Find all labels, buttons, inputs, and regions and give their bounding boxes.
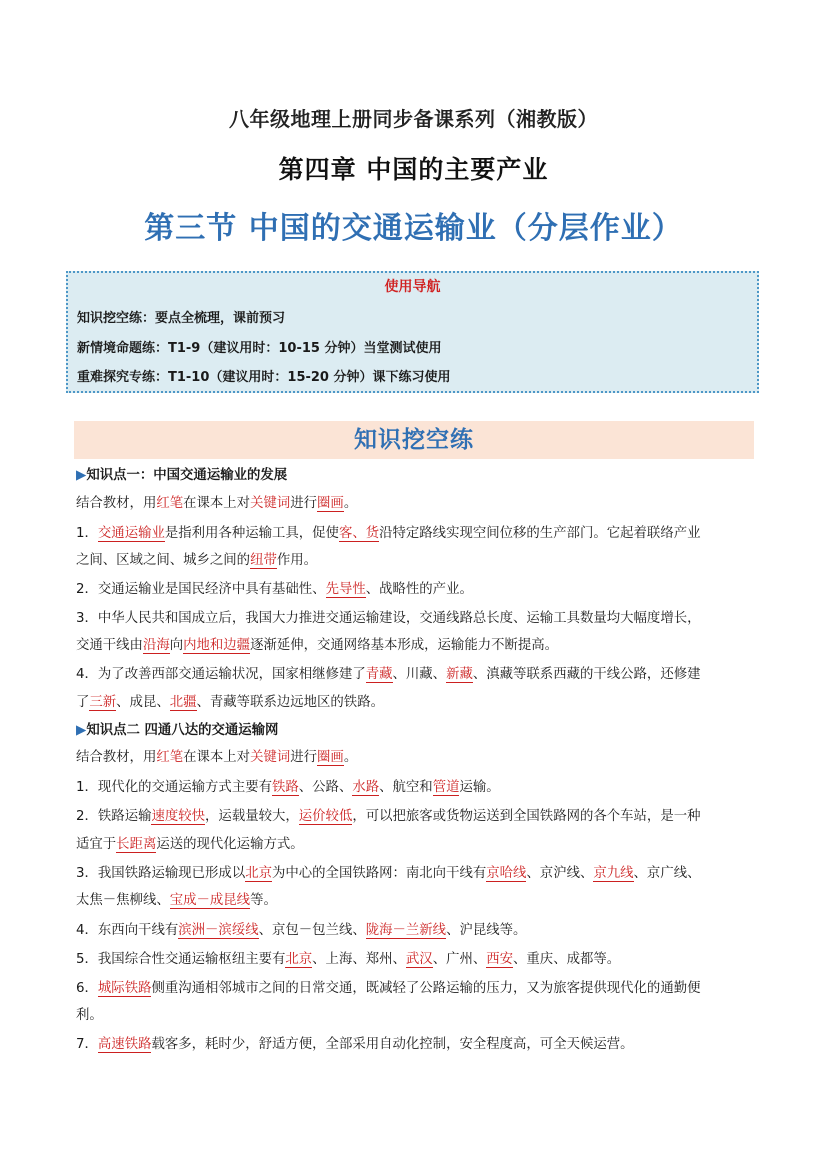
- answer-blank: 速度较快: [151, 809, 206, 824]
- instruction-line-1: [76, 495, 357, 513]
- answer-blank: 滨洲－滨绥线: [178, 923, 259, 938]
- item-3-line-1: [76, 865, 701, 883]
- item-3-line-2: [76, 892, 277, 910]
- answer-blank: 交通运输业: [97, 526, 165, 541]
- red-text: 红笔: [156, 750, 184, 765]
- answer-blank: 北疆: [169, 695, 197, 710]
- answer-blank: 青藏: [365, 667, 393, 682]
- item-6-line-1: [76, 980, 701, 998]
- chapter-title: 第四章 中国的主要产业: [278, 155, 549, 184]
- text: 之间、区域之间、城乡之间的: [76, 553, 251, 568]
- text: 、京包－包兰线、: [258, 923, 366, 938]
- text: 结合教材，用: [76, 750, 157, 765]
- usage-guide-title: 使用导航: [384, 279, 441, 295]
- knowledge-point-1-heading: [76, 467, 287, 485]
- answer-blank: 水路: [352, 780, 380, 795]
- text: 。: [343, 496, 358, 511]
- answer-blank: 纽带: [250, 553, 277, 568]
- answer-blank: 新藏: [446, 667, 473, 682]
- text: 、广州、: [432, 952, 487, 967]
- text: 2．铁路运输: [76, 809, 152, 824]
- answer-blank: 运价较低: [298, 809, 353, 824]
- text: 、重庆、成都等。: [513, 952, 621, 967]
- item-5-line: [76, 951, 620, 969]
- kp1-title: 知识点一：中国交通运输业的发展: [86, 468, 288, 483]
- point-1-line-2: [76, 552, 317, 570]
- text: 1．: [76, 526, 98, 541]
- usage-guide-box: [66, 271, 759, 393]
- red-text: 红笔: [156, 496, 184, 511]
- item-6-line-2: 利。: [76, 1008, 103, 1023]
- answer-blank: 京哈线: [486, 866, 527, 881]
- point-1-line-1: [76, 525, 701, 543]
- text: 3．我国铁路运输现已形成以: [76, 866, 246, 881]
- text: 、战略性的产业。: [365, 582, 473, 597]
- text: 6．: [76, 981, 98, 996]
- answer-blank: 沿海: [142, 638, 170, 653]
- item-2-line-1: [76, 808, 701, 826]
- text: 进行: [290, 750, 318, 765]
- text: 4．东西向干线有: [76, 923, 179, 938]
- text: 作用。: [276, 553, 318, 568]
- text: 载客多，耗时少，舒适方便，全部采用自动化控制，安全程度高，可全天候运营。: [151, 1037, 634, 1052]
- answer-blank: 高速铁路: [97, 1037, 152, 1052]
- red-text: 关键词: [250, 750, 291, 765]
- text: 沿特定路线实现空间位移的生产部门。它起着联络产业: [379, 526, 701, 541]
- point-3-line-1: 3．中华人民共和国成立后，我国大力推进交通运输建设，交通线路总长度、运输工具数量均大幅度增长，: [76, 611, 701, 626]
- triangle-marker-icon: ▶: [76, 723, 87, 738]
- text: 、京广线、: [633, 866, 701, 881]
- answer-blank: 长距离: [116, 837, 157, 852]
- answer-blank: 陇海－兰新线: [365, 923, 447, 938]
- text: 。: [343, 750, 358, 765]
- answer-blank: 武汉: [405, 952, 433, 967]
- item-7-line: [76, 1036, 634, 1054]
- answer-blank: 先导性: [325, 582, 366, 597]
- answer-blank: 内地和边疆: [183, 638, 251, 653]
- answer-blank: 铁路: [272, 780, 299, 795]
- red-underlined-text: 圈画: [317, 750, 344, 765]
- instruction-line-2: [76, 749, 357, 767]
- point-4-line-1: [76, 666, 701, 684]
- text: 适宜于: [76, 837, 117, 852]
- answer-blank: 京九线: [593, 866, 634, 881]
- text: 太焦－焦柳线、: [76, 893, 170, 908]
- text: 在课本上对: [183, 750, 251, 765]
- text: 等。: [250, 893, 277, 908]
- red-underlined-text: 圈画: [317, 496, 344, 511]
- answer-blank: 西安: [486, 952, 514, 967]
- answer-blank: 北京: [285, 952, 313, 967]
- triangle-marker-icon: ▶: [76, 468, 87, 483]
- text: 、沪昆线等。: [446, 923, 527, 938]
- text: 、成昆、: [116, 695, 170, 710]
- text: 为中心的全国铁路网：南北向干线有: [272, 866, 487, 881]
- answer-blank: 管道: [432, 780, 460, 795]
- text: 1．现代化的交通运输方式主要有: [76, 780, 272, 795]
- item-2-line-2: [76, 836, 304, 854]
- text: 、航空和: [379, 780, 433, 795]
- item-4-line: [76, 922, 526, 940]
- text: 向: [169, 638, 184, 653]
- text: 、京沪线、: [526, 866, 594, 881]
- text: 运输。: [459, 780, 500, 795]
- text: 了: [76, 695, 90, 710]
- answer-blank: 宝成－成昆线: [169, 893, 251, 908]
- answer-blank: 北京: [245, 866, 272, 881]
- red-text: 关键词: [250, 496, 291, 511]
- point-4-line-2: [76, 694, 384, 712]
- text: 4．为了改善西部交通运输状况，国家相继修建了: [76, 667, 366, 682]
- text: 、川藏、: [392, 667, 447, 682]
- point-3-line-2: [76, 637, 558, 655]
- text: 逐渐延伸，交通网络基本形成，运输能力不断提高。: [250, 638, 559, 653]
- text: 运送的现代化运输方式。: [156, 837, 304, 852]
- text: 5．我国综合性交通运输枢纽主要有: [76, 952, 286, 967]
- text: 、上海、郑州、: [312, 952, 406, 967]
- text: 7．: [76, 1037, 98, 1052]
- text: 交通干线由: [76, 638, 143, 653]
- text: ，可以把旅客或货物运送到全国铁路网的各个车站，是一种: [352, 809, 701, 824]
- text: 、公路、: [298, 780, 353, 795]
- point-2-line: [76, 581, 473, 599]
- guide-line-2: 新情境命题练：T1-9（建议用时：10-15 分钟）当堂测试使用: [77, 341, 442, 356]
- guide-line-1: 知识挖空练：要点全梳理，课前预习: [77, 311, 286, 326]
- answer-blank: 城际铁路: [97, 981, 152, 996]
- knowledge-point-2-heading: [76, 722, 278, 740]
- text: 进行: [290, 496, 318, 511]
- text: 2．交通运输业是国民经济中具有基础性、: [76, 582, 326, 597]
- text: 在课本上对: [183, 496, 251, 511]
- text: 侧重沟通相邻城市之间的日常交通，既减轻了公路运输的压力，又为旅客提供现代化的通勤便: [151, 981, 701, 996]
- text: 是指利用各种运输工具，促使: [164, 526, 339, 541]
- item-1-line: [76, 779, 500, 797]
- knowledge-fill-section-bar: [74, 421, 754, 459]
- text: 、滇藏等联系西藏的干线公路，还修建: [472, 667, 701, 682]
- guide-line-3: 重难探究专练：T1-10（建议用时：15-20 分钟）课下练习使用: [77, 370, 451, 385]
- knowledge-fill-heading: 知识挖空练: [354, 427, 474, 453]
- text: ，运载量较大，: [205, 809, 299, 824]
- answer-blank: 客、货: [338, 526, 380, 541]
- text: 、青藏等联系边远地区的铁路。: [196, 695, 384, 710]
- answer-blank: 三新: [89, 695, 117, 710]
- section-title: 第三节 中国的交通运输业（分层作业）: [144, 211, 683, 246]
- kp2-title: 知识点二 四通八达的交通运输网: [86, 723, 279, 738]
- text: 结合教材，用: [76, 496, 157, 511]
- series-title: 八年级地理上册同步备课系列（湘教版）: [229, 107, 598, 131]
